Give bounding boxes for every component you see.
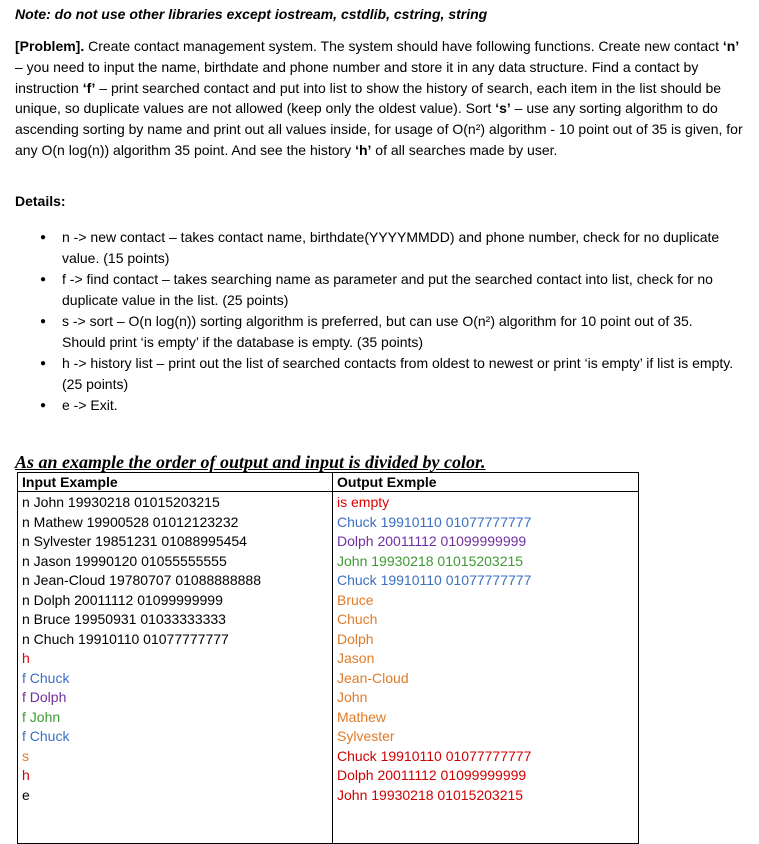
problem-label: [Problem]. [15,38,85,54]
details-item: ● f -> find contact – takes searching name as parameter and put the searched contact into list, check for no duplicate value in the list. (25 points) [40,269,740,311]
problem-text-1: Create contact management system. The system should have following functions. Create new contact [84,38,723,54]
problem-h-key: ‘h’ [355,141,372,158]
problem-text-2: – you need to input the name, birthdate and phone number and store it in any data structure. Find a contact by instruction [15,58,699,96]
note-line: Note: do not use other libraries except iostream, cstdlib, cstring, string [15,6,488,22]
output-line: Mathew [337,708,387,725]
output-line: Dolph 20011112 01099999999 [337,533,527,549]
input-line: n Jason 19990120 01055555555 [22,552,227,569]
input-line: n Jean-Cloud 19780707 01088888888 [22,572,261,588]
details-item: ● h -> history list – print out the list of searched contacts from oldest to newest or print ‘is empty’ if list is empty. (25 points) [40,353,740,395]
problem-text-5: of all searches made by user. [371,141,558,158]
output-line: Dolph 20011112 01099999999 [337,767,527,783]
input-line: f Dolph [22,689,67,705]
example-caption: As an example the order of output and input is divided by color. [15,452,486,472]
details-item: ● e -> Exit. [40,395,740,416]
output-line: Chuck 19910110 01077777777 [337,747,532,764]
details-item: ● n -> new contact – takes contact name, birthdate(YYYYMMDD) and phone number, check for no duplicate value. (15 points) [40,227,740,269]
example-table [17,472,639,844]
problem-s-key: ‘s’ [495,100,511,117]
input-header: Input Example [18,473,333,492]
output-line: John [337,689,368,705]
input-line: f Chuck [22,669,70,686]
output-line: John 19930218 01015203215 [337,552,524,569]
details-item: ● s -> sort – O(n log(n)) sorting algorithm is preferred, but can use O(n²) algorithm for 10 point out of 35. Should print ‘is empty’ if the database is empty. (35 points) [40,311,740,353]
output-line: John 19930218 01015203215 [337,786,524,803]
output-line: Jean-Cloud [337,669,409,686]
input-line: f John [22,708,61,725]
output-line: Dolph [337,630,374,647]
problem-n-key: ‘n’ [722,38,740,54]
input-line: n Mathew 19900528 01012123232 [22,513,239,530]
output-line: is empty [337,494,390,510]
input-lines [22,493,328,805]
output-header: Output Exmple [333,473,639,492]
input-line: n Bruce 19950931 01033333333 [22,611,226,627]
problem-text-3: – print searched contact and put into list to show the history of search, each item in the list should be unique, so duplicate values are not allowed (keep only the oldest value). Sort [15,79,722,117]
output-line: Chuch [337,611,378,627]
output-line: Bruce [337,591,374,608]
details-heading: Details: [15,193,66,209]
output-line: Jason [337,650,375,666]
problem-text-4: – use any sorting algorithm to do ascending sorting by name and print out all values inside, for usage of O(n²) algorithm - 10 point out of 35 is given, for any O(n log(n)) algorithm 35 point. And see the history [15,100,743,158]
input-cell [18,492,333,844]
output-line: Chuck 19910110 01077777777 [337,572,532,588]
input-line: n Sylvester 19851231 01088995454 [22,533,247,549]
input-line: n Chuch 19910110 01077777777 [22,630,229,647]
input-line: s [22,747,29,764]
output-line: Sylvester [337,728,395,744]
input-line: h [22,767,30,783]
input-line: e [22,786,30,803]
output-cell [333,492,639,844]
details-list [40,227,740,416]
problem-paragraph [15,36,745,161]
problem-f-key: ‘f’ [82,79,96,96]
input-line: n John 19930218 01015203215 [22,494,220,510]
input-line: h [22,650,30,666]
input-line: n Dolph 20011112 01099999999 [22,591,223,608]
input-line: f Chuck [22,728,70,744]
output-lines [337,493,634,805]
output-line: Chuck 19910110 01077777777 [337,513,532,530]
